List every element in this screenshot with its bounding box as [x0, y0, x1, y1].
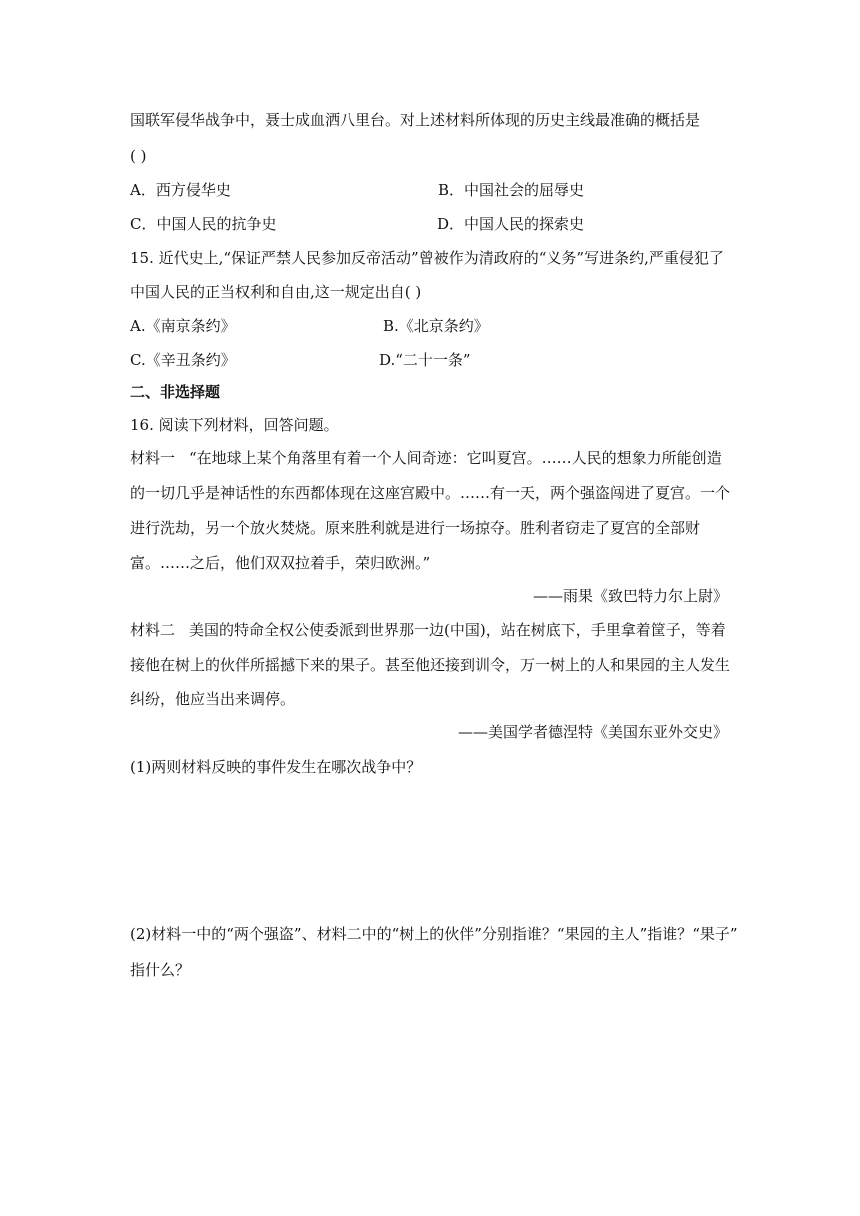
material1-label: 材料一	[130, 449, 176, 467]
q15-option-a[interactable]: A.《南京条约》	[130, 317, 236, 335]
material1-line4: 富。……之后，他们双双拉着手，荣归欧洲。”	[130, 554, 431, 572]
material2-line2: 接他在树上的伙伴所摇撼下来的果子。甚至他还接到训令，万一树上的人和果园的主人发生	[130, 656, 731, 674]
material1-line3: 进行洗劫，另一个放火焚烧。原来胜利就是进行一场掠夺。胜利者窃走了夏宫的全部财	[130, 519, 701, 537]
q16-intro: 16. 阅读下列材料，回答问题。	[130, 416, 339, 434]
q14-options-row2	[130, 214, 585, 234]
material1-line1	[130, 448, 722, 468]
q15-option-b[interactable]: B.《北京条约》	[383, 317, 489, 335]
q14-option-a[interactable]: A．西方侵华史	[130, 181, 231, 199]
material2-text1: 美国的特命全权公使委派到世界那一边(中国)，站在树底下，手里拿着筐子，等着	[189, 621, 726, 639]
q14-option-b[interactable]: B．中国社会的屈辱史	[438, 181, 585, 199]
q14-option-c[interactable]: C．中国人民的抗争史	[130, 215, 277, 233]
q14-options-row1	[130, 180, 585, 200]
q15-line2: 中国人民的正当权利和自由,这一规定出自( )	[130, 283, 422, 301]
material1-line2: 的一切几乎是神话性的东西都体现在这座宫殿中。……有一天，两个强盗闯进了夏宫。一个	[130, 484, 731, 502]
q14-line1: 国联军侵华战争中，聂士成血洒八里台。对上述材料所体现的历史主线最准确的概括是	[130, 111, 701, 129]
section-title: 二、非选择题	[130, 383, 221, 401]
q15-options-row2	[130, 350, 471, 370]
q15-options-row1	[130, 316, 489, 336]
q15-option-d[interactable]: D.“二十一条”	[379, 351, 471, 369]
material1-text1: “在地球上某个角落里有着一个人间奇迹：它叫夏宫。……人民的想象力所能创造	[189, 449, 722, 467]
q14-answer-blank: ( )	[130, 147, 147, 165]
q14-option-d[interactable]: D．中国人民的探索史	[437, 215, 585, 233]
material1-source: ——雨果《致巴特力尔上尉》	[532, 587, 728, 605]
material2-line1	[130, 620, 726, 640]
q15-option-c[interactable]: C.《辛丑条约》	[130, 351, 236, 369]
material2-source: ——美国学者德涅特《美国东亚外交史》	[457, 723, 728, 741]
material2-line3: 纠纷，他应当出来调停。	[130, 690, 296, 708]
q15-line1: 15. 近代史上,“保证严禁人民参加反帝活动”曾被作为清政府的“义务”写进条约,严重侵犯了	[130, 249, 724, 267]
material2-label: 材料二	[130, 621, 176, 639]
sub-question-2-line1: (2)材料一中的“两个强盗”、材料二中的“树上的伙伴”分别指谁？“果园的主人”指谁？“果子”	[130, 925, 738, 943]
sub-question-1: (1)两则材料反映的事件发生在哪次战争中？	[130, 758, 422, 776]
sub-question-2-line2: 指什么？	[130, 961, 191, 979]
